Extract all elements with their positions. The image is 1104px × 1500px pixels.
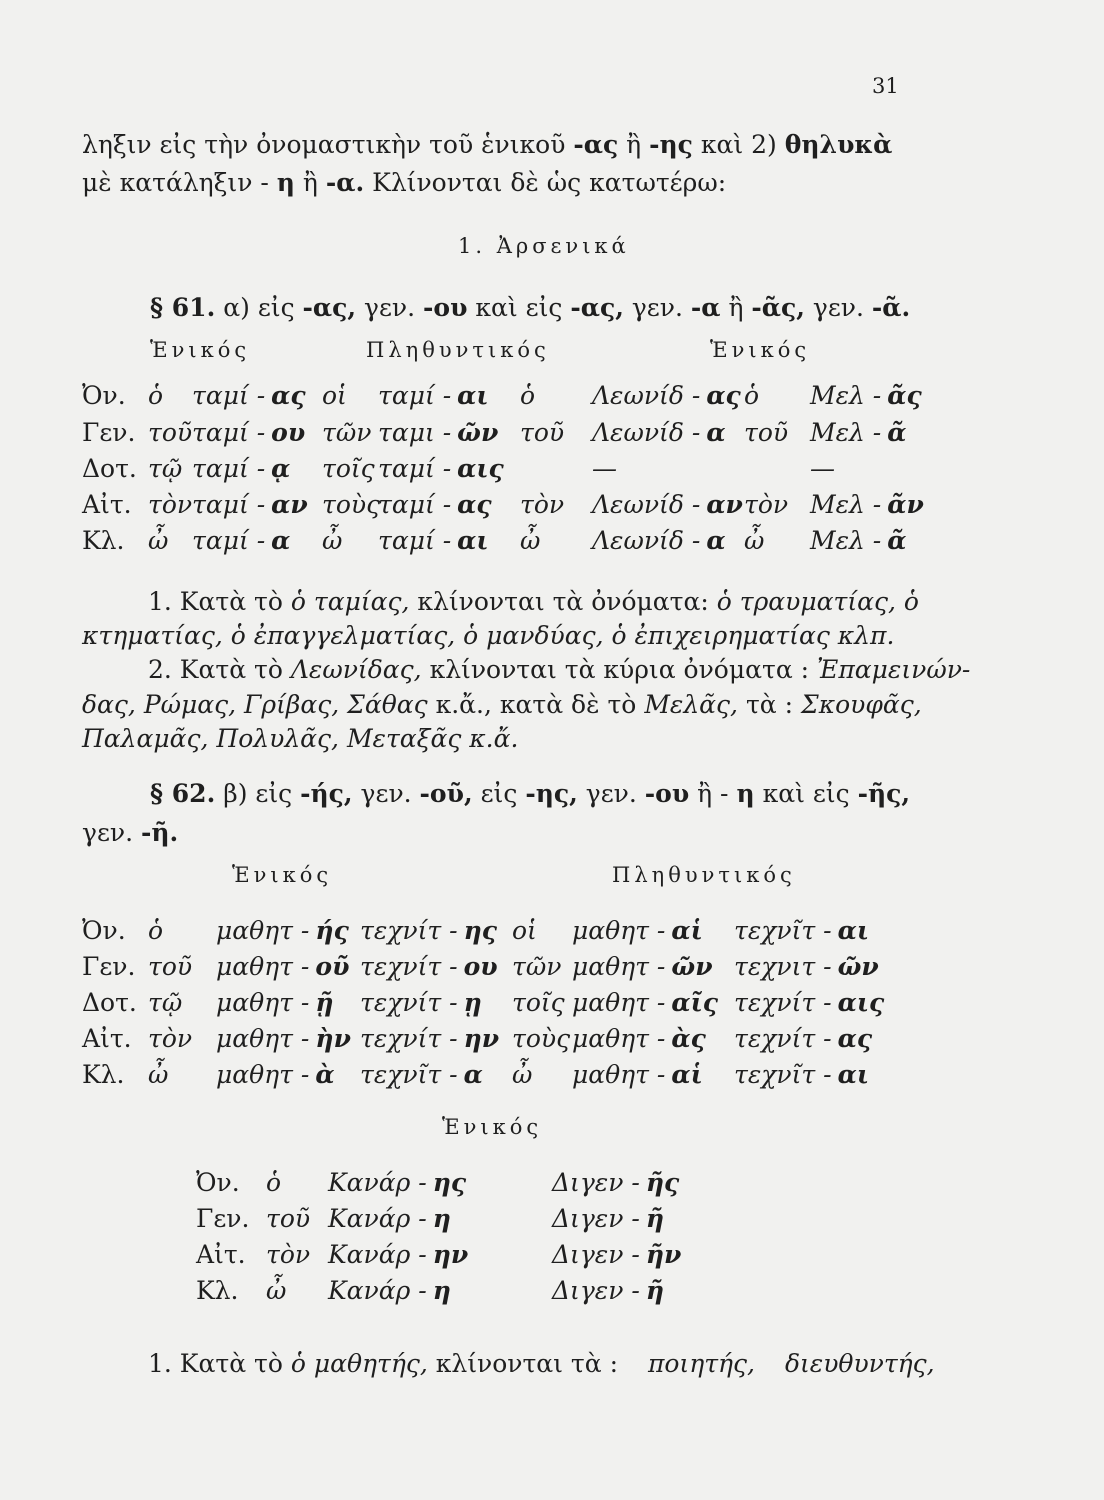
note-1-line-1 bbox=[148, 589, 919, 614]
word-ending: οῦ bbox=[315, 952, 350, 981]
ending: -ῆς, bbox=[857, 779, 911, 808]
word-ending: αν bbox=[706, 490, 743, 519]
word-ending: α bbox=[271, 526, 291, 555]
word-form bbox=[216, 990, 334, 1015]
ending: -ου bbox=[644, 779, 690, 808]
note-example: διευθυντής, bbox=[784, 1349, 935, 1378]
word-stem: ταμι - bbox=[378, 418, 452, 447]
note-text: κ.ἄ., κατὰ δὲ τὸ bbox=[435, 690, 637, 719]
word-form bbox=[572, 990, 718, 1015]
word-ending: ας bbox=[271, 381, 306, 410]
note-text: τὰ : bbox=[745, 690, 794, 719]
word-ending: ην bbox=[463, 1024, 500, 1053]
word-stem: μαθητ - bbox=[216, 1024, 310, 1053]
word-stem: Κανάρ - bbox=[328, 1204, 427, 1233]
word-stem: ταμί - bbox=[378, 490, 452, 519]
word-stem: Μελ - bbox=[810, 381, 882, 410]
article: τοὺς bbox=[322, 490, 381, 519]
column-header-singular: Ἑνικός bbox=[232, 863, 333, 887]
note-example: ὁ μαθητής, bbox=[290, 1349, 428, 1378]
word-stem: — bbox=[592, 454, 617, 483]
word-stem: μαθητ - bbox=[572, 952, 666, 981]
article: τὸν bbox=[148, 1024, 193, 1053]
column-header-plural: Πληθυντικός bbox=[612, 863, 796, 887]
word-ending: ης bbox=[432, 1168, 467, 1197]
article: τοῖς bbox=[322, 454, 375, 483]
word-ending: α bbox=[463, 1060, 483, 1089]
word-stem: τεχνίτ - bbox=[360, 988, 458, 1017]
article: ὦ bbox=[520, 526, 541, 555]
column-header-plural: Πληθυντικός bbox=[366, 338, 550, 362]
paragraph-text: καὶ εἰς bbox=[762, 779, 850, 808]
article: οἱ bbox=[322, 381, 347, 410]
note-example: ὁ τραυματίας, ὁ bbox=[716, 587, 919, 616]
word-ending: ῃ bbox=[463, 988, 482, 1017]
case-label: Γεν. bbox=[82, 418, 136, 447]
word-form bbox=[360, 918, 497, 943]
intro-text: Κλίνονται δὲ ὡς κατωτέρω: bbox=[372, 168, 727, 197]
article: ὦ bbox=[512, 1060, 533, 1089]
word-ending: αις bbox=[457, 454, 504, 483]
paragraph-text: εἰς bbox=[480, 779, 518, 808]
note-example: Ἐπαμεινών- bbox=[817, 655, 971, 684]
word-stem: Διγεν - bbox=[552, 1240, 640, 1269]
word-stem: ταμί - bbox=[192, 526, 266, 555]
word-ending: ᾶς bbox=[887, 381, 922, 410]
word-form bbox=[328, 1278, 451, 1303]
word-stem: μαθητ - bbox=[216, 916, 310, 945]
ending: -ας, bbox=[570, 293, 624, 322]
word-ending: ᾳ bbox=[271, 454, 291, 483]
word-stem: Μελ - bbox=[810, 490, 882, 519]
word-stem: Κανάρ - bbox=[328, 1276, 427, 1305]
word-stem: μαθητ - bbox=[572, 1024, 666, 1053]
word-ending: αι bbox=[837, 916, 869, 945]
ending: -ᾶ. bbox=[871, 293, 911, 322]
intro-text: ἢ bbox=[626, 130, 642, 159]
word-stem: μαθητ - bbox=[216, 952, 310, 981]
article: ὦ bbox=[266, 1276, 287, 1305]
word-ending: ῶν bbox=[671, 952, 713, 981]
article: τὸν bbox=[266, 1240, 311, 1269]
word-ending: αι bbox=[457, 381, 489, 410]
case-label: Ὀν. bbox=[196, 1168, 240, 1197]
paragraph-text: γεν. bbox=[360, 779, 412, 808]
word-form bbox=[572, 1026, 706, 1051]
word-form bbox=[592, 456, 623, 481]
word-ending: ᾶ bbox=[887, 418, 907, 447]
intro-text: ληξιν εἰς τὴν ὀνομαστικὴν τοῦ ἑνικοῦ bbox=[82, 130, 566, 159]
ending: -α. bbox=[325, 168, 365, 197]
article: ὁ bbox=[148, 916, 164, 945]
article: τὸν bbox=[148, 490, 193, 519]
ending: η bbox=[276, 168, 295, 197]
paragraph-62-line-2 bbox=[82, 820, 178, 845]
word-form bbox=[572, 1062, 703, 1087]
word-form bbox=[216, 918, 349, 943]
note-example: Παλαμᾶς, Πολυλᾶς, Μεταξᾶς κ.ἄ. bbox=[82, 724, 519, 753]
word-form bbox=[592, 528, 726, 553]
column-header-singular: Ἑνικός bbox=[442, 1115, 543, 1139]
page-number: 31 bbox=[872, 74, 899, 98]
word-form bbox=[592, 420, 726, 445]
word-stem: ταμί - bbox=[192, 381, 266, 410]
intro-line-2 bbox=[82, 170, 726, 195]
case-label: Ὀν. bbox=[82, 381, 126, 410]
note-text: 1. Κατὰ τὸ bbox=[148, 587, 283, 616]
section-heading: 1. Ἀρσενικά bbox=[458, 234, 630, 258]
word-ending: ᾶν bbox=[887, 490, 924, 519]
paragraph-text: καὶ εἰς bbox=[475, 293, 563, 322]
word-stem: Λεωνίδ - bbox=[592, 418, 701, 447]
note-text: κλίνονται τὰ : bbox=[435, 1349, 618, 1378]
article: ὁ bbox=[520, 381, 536, 410]
note-example: ὁ ταμίας, bbox=[290, 587, 410, 616]
ending: -ου bbox=[423, 293, 468, 322]
word-form bbox=[192, 383, 306, 408]
case-label: Κλ. bbox=[196, 1276, 239, 1305]
word-form bbox=[328, 1242, 468, 1267]
article: τῶν bbox=[512, 952, 562, 981]
paragraph-text: γεν. bbox=[82, 818, 134, 847]
note-1-line-2 bbox=[82, 623, 894, 648]
word-form bbox=[572, 954, 713, 979]
ending: -ᾶς, bbox=[751, 293, 805, 322]
article: τοῦ bbox=[744, 418, 789, 447]
word-stem: μαθητ - bbox=[572, 988, 666, 1017]
word-stem: Μελ - bbox=[810, 418, 882, 447]
word-form bbox=[810, 383, 922, 408]
word-form bbox=[378, 383, 489, 408]
ending: -α bbox=[690, 293, 721, 322]
word-stem: ταμί - bbox=[378, 454, 452, 483]
word-ending: αν bbox=[271, 490, 308, 519]
word-ending: ὰς bbox=[671, 1024, 706, 1053]
note-example: Λεωνίδας, bbox=[290, 655, 422, 684]
article: τοῖς bbox=[512, 988, 565, 1017]
note-example: Μελᾶς, bbox=[644, 690, 739, 719]
word-ending: ῶν bbox=[457, 418, 499, 447]
word-ending: ῆ bbox=[645, 1276, 664, 1305]
word-ending: αἱ bbox=[671, 916, 703, 945]
intro-text: ἢ bbox=[302, 168, 318, 197]
case-label: Αἰτ. bbox=[196, 1240, 246, 1269]
word-ending: ᾶ bbox=[887, 526, 907, 555]
word-form bbox=[378, 528, 489, 553]
note-text: 2. Κατὰ τὸ bbox=[148, 655, 283, 684]
article: ὁ bbox=[148, 381, 164, 410]
note-2-line-3 bbox=[82, 726, 518, 751]
word-stem: τεχνίτ - bbox=[734, 988, 832, 1017]
paragraph-text: γεν. bbox=[585, 779, 637, 808]
word-ending: ου bbox=[463, 952, 498, 981]
word-stem: τεχνίτ - bbox=[360, 916, 458, 945]
case-label: Κλ. bbox=[82, 1060, 125, 1089]
article: τοὺς bbox=[512, 1024, 571, 1053]
case-label: Κλ. bbox=[82, 526, 125, 555]
article: ὦ bbox=[322, 526, 343, 555]
word-form bbox=[810, 456, 841, 481]
article: τοῦ bbox=[266, 1204, 311, 1233]
paragraph-62-line-1 bbox=[150, 781, 910, 806]
intro-text: καὶ 2) bbox=[700, 130, 777, 159]
article: τοῦ bbox=[148, 952, 193, 981]
article: τῷ bbox=[148, 988, 183, 1017]
case-label: Ὀν. bbox=[82, 916, 126, 945]
word-ending: η bbox=[432, 1204, 451, 1233]
article: ὁ bbox=[266, 1168, 282, 1197]
article: οἱ bbox=[512, 916, 537, 945]
word-ending: α bbox=[706, 418, 726, 447]
word-ending: ὰ bbox=[315, 1060, 335, 1089]
ending: -ης, bbox=[525, 779, 578, 808]
word-form bbox=[734, 918, 869, 943]
ending: -ῆ. bbox=[141, 818, 179, 847]
intro-bold-term: θηλυκὰ bbox=[784, 130, 893, 159]
paragraph-text: γεν. bbox=[812, 293, 864, 322]
ending: η bbox=[736, 779, 755, 808]
case-label: Γεν. bbox=[196, 1204, 250, 1233]
article: ὦ bbox=[148, 526, 169, 555]
article: τῶν bbox=[322, 418, 372, 447]
word-stem: Διγεν - bbox=[552, 1276, 640, 1305]
word-form bbox=[552, 1278, 664, 1303]
word-stem: τεχνιτ - bbox=[734, 952, 832, 981]
word-stem: τεχνίτ - bbox=[360, 1024, 458, 1053]
word-stem: ταμί - bbox=[378, 381, 452, 410]
paragraph-text: γεν. bbox=[364, 293, 416, 322]
word-form bbox=[378, 420, 498, 445]
paragraph-text: γεν. bbox=[631, 293, 683, 322]
paragraph-text: β) εἰς bbox=[223, 779, 293, 808]
intro-line-1 bbox=[82, 132, 892, 157]
article: τὸν bbox=[744, 490, 789, 519]
word-form bbox=[360, 1026, 499, 1051]
note-2-line-1 bbox=[148, 657, 970, 682]
note-text: 1. Κατὰ τὸ bbox=[148, 1349, 283, 1378]
word-form bbox=[328, 1206, 451, 1231]
word-stem: μαθητ - bbox=[216, 1060, 310, 1089]
column-header-singular: Ἑνικός bbox=[710, 338, 811, 362]
case-label: Γεν. bbox=[82, 952, 136, 981]
word-stem: τεχνῖτ - bbox=[360, 1060, 458, 1089]
word-ending: ῆ bbox=[645, 1204, 664, 1233]
word-stem: μαθητ - bbox=[216, 988, 310, 1017]
word-ending: αι bbox=[837, 1060, 869, 1089]
word-form bbox=[592, 492, 743, 517]
ending: -οῦ, bbox=[419, 779, 473, 808]
ending: -ής, bbox=[300, 779, 353, 808]
case-label: Δοτ. bbox=[82, 988, 137, 1017]
word-stem: μαθητ - bbox=[572, 916, 666, 945]
article: τὸν bbox=[520, 490, 565, 519]
word-form bbox=[378, 456, 504, 481]
article: τῷ bbox=[148, 454, 183, 483]
word-form bbox=[592, 383, 741, 408]
word-form bbox=[216, 954, 349, 979]
word-ending: α bbox=[706, 526, 726, 555]
word-ending: ας bbox=[706, 381, 741, 410]
word-stem: ταμί - bbox=[192, 454, 266, 483]
note-text: κλίνονται τὰ κύρια ὀνόματα : bbox=[429, 655, 810, 684]
note-example: Σκουφᾶς, bbox=[801, 690, 922, 719]
word-ending: ου bbox=[271, 418, 306, 447]
word-stem: Λεωνίδ - bbox=[592, 526, 701, 555]
word-ending: ής bbox=[315, 916, 349, 945]
article: τοῦ bbox=[148, 418, 193, 447]
paragraph-61 bbox=[150, 295, 910, 320]
word-form bbox=[810, 492, 924, 517]
column-header-singular: Ἑνικός bbox=[150, 338, 251, 362]
word-form bbox=[734, 1062, 869, 1087]
word-ending: ῶν bbox=[837, 952, 879, 981]
word-stem: Κανάρ - bbox=[328, 1168, 427, 1197]
word-form bbox=[192, 456, 290, 481]
final-note-line bbox=[148, 1351, 935, 1376]
word-ending: ῆν bbox=[645, 1240, 682, 1269]
word-stem: ταμί - bbox=[192, 418, 266, 447]
article: ὦ bbox=[744, 526, 765, 555]
word-form bbox=[734, 990, 884, 1015]
note-example: δας, Ρώμας, Γρίβας, Σάθας bbox=[82, 690, 428, 719]
word-ending: η bbox=[432, 1276, 451, 1305]
word-stem: Λεωνίδ - bbox=[592, 490, 701, 519]
article: ὁ bbox=[744, 381, 760, 410]
note-2-line-2 bbox=[82, 692, 922, 717]
word-form bbox=[810, 528, 907, 553]
ending: -ας, bbox=[302, 293, 357, 322]
word-form bbox=[328, 1170, 466, 1195]
word-stem: Μελ - bbox=[810, 526, 882, 555]
ending: -ας bbox=[573, 130, 619, 159]
word-form bbox=[552, 1242, 681, 1267]
ending: -ης bbox=[649, 130, 693, 159]
article: ὦ bbox=[148, 1060, 169, 1089]
case-label: Αἰτ. bbox=[82, 490, 132, 519]
note-text: κλίνονται τὰ ὀνόματα: bbox=[417, 587, 709, 616]
word-form bbox=[192, 492, 308, 517]
note-example: ποιητής, bbox=[647, 1349, 755, 1378]
case-label: Δοτ. bbox=[82, 454, 137, 483]
paragraph-number: § 62. bbox=[150, 779, 216, 808]
word-ending: αἱ bbox=[671, 1060, 703, 1089]
paragraph-text: ἢ bbox=[728, 293, 744, 322]
word-ending: αις bbox=[837, 988, 885, 1017]
word-stem: τεχνίτ - bbox=[734, 1024, 832, 1053]
word-form bbox=[734, 954, 879, 979]
word-form bbox=[360, 990, 482, 1015]
word-form bbox=[192, 528, 290, 553]
article: τοῦ bbox=[520, 418, 565, 447]
word-ending: ὴν bbox=[315, 1024, 351, 1053]
word-form bbox=[552, 1206, 664, 1231]
word-ending: ῆς bbox=[645, 1168, 680, 1197]
word-stem: Λεωνίδ - bbox=[592, 381, 701, 410]
word-stem: — bbox=[810, 454, 835, 483]
word-ending: αῖς bbox=[671, 988, 718, 1017]
word-ending: ῇ bbox=[315, 988, 334, 1017]
word-form bbox=[378, 492, 492, 517]
word-form bbox=[572, 918, 703, 943]
word-ending: ης bbox=[463, 916, 498, 945]
word-form bbox=[216, 1026, 351, 1051]
intro-text: μὲ κατάληξιν - bbox=[82, 168, 269, 197]
word-form bbox=[810, 420, 907, 445]
note-example: κτηματίας, ὁ ἐπαγγελματίας, ὁ μανδύας, ὁ ἐπιχειρηματίας κλπ. bbox=[82, 621, 895, 650]
word-stem: ταμί - bbox=[378, 526, 452, 555]
paragraph-number: § 61. bbox=[150, 293, 216, 322]
word-ending: ας bbox=[837, 1024, 873, 1053]
word-stem: τεχνίτ - bbox=[360, 952, 458, 981]
word-stem: Κανάρ - bbox=[328, 1240, 427, 1269]
word-stem: ταμί - bbox=[192, 490, 266, 519]
word-ending: ην bbox=[432, 1240, 469, 1269]
word-stem: τεχνῖτ - bbox=[734, 916, 832, 945]
word-stem: Διγεν - bbox=[552, 1204, 640, 1233]
word-form bbox=[360, 1062, 483, 1087]
paragraph-text: α) εἰς bbox=[223, 293, 295, 322]
word-form bbox=[216, 1062, 335, 1087]
paragraph-text: ἢ - bbox=[697, 779, 729, 808]
word-stem: Διγεν - bbox=[552, 1168, 640, 1197]
case-label: Αἰτ. bbox=[82, 1024, 132, 1053]
word-stem: τεχνῖτ - bbox=[734, 1060, 832, 1089]
word-form bbox=[360, 954, 498, 979]
word-form bbox=[192, 420, 305, 445]
word-stem: μαθητ - bbox=[572, 1060, 666, 1089]
word-form bbox=[734, 1026, 872, 1051]
word-ending: ας bbox=[457, 490, 492, 519]
word-ending: αι bbox=[457, 526, 489, 555]
word-form bbox=[552, 1170, 679, 1195]
